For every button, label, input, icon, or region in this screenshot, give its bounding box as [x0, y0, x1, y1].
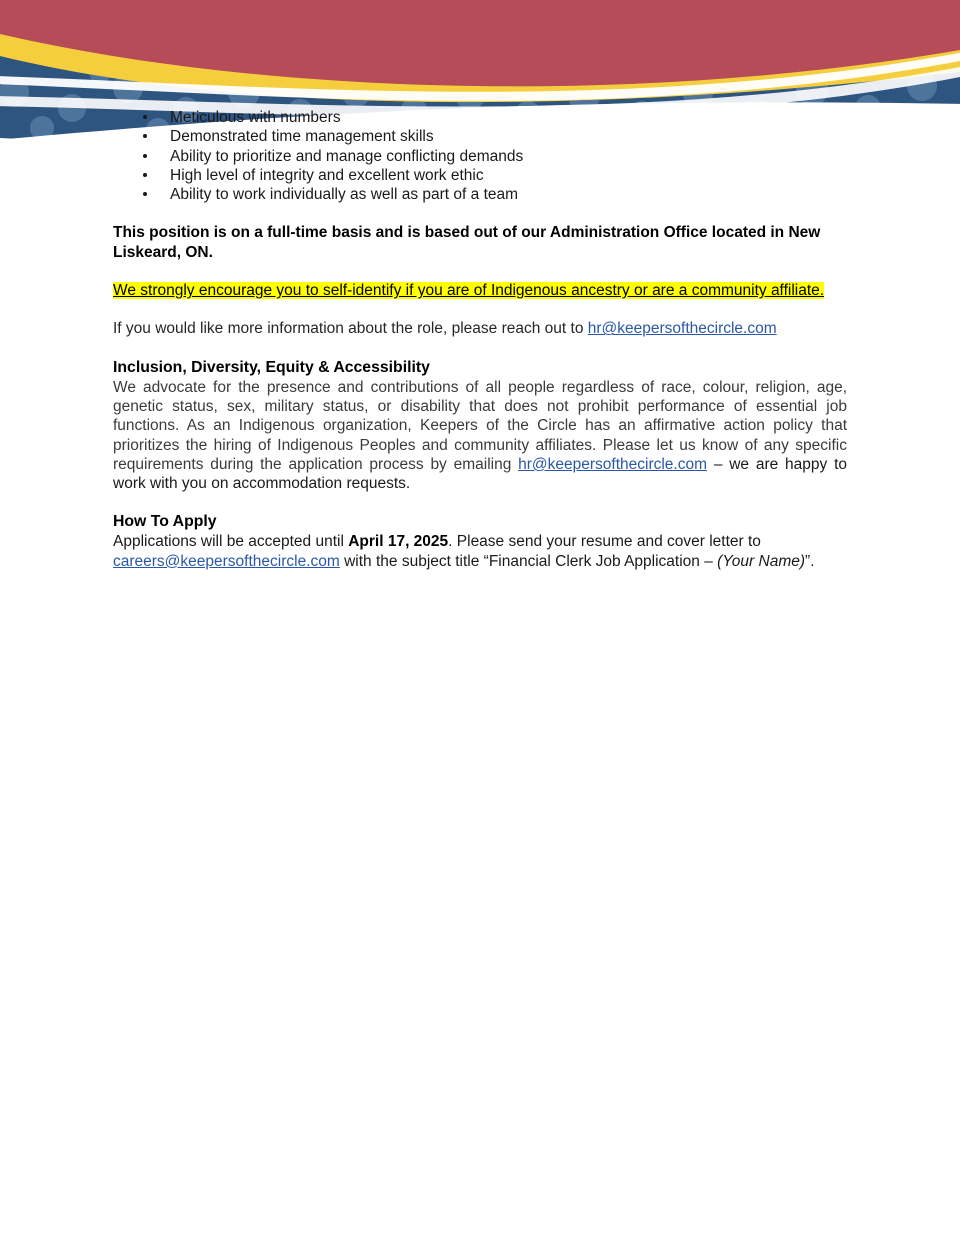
spacer: [113, 493, 847, 512]
inclusion-heading: Inclusion, Diversity, Equity & Accessibility: [113, 358, 430, 376]
spacer: [113, 204, 847, 223]
spacer: [113, 262, 847, 281]
inclusion-paragraph: [113, 378, 847, 494]
careers-email-link[interactable]: careers@keepersofthecircle.com: [113, 552, 340, 570]
self-identify-notice-wrapper: [113, 281, 847, 300]
application-deadline: April 17, 2025: [348, 533, 449, 551]
spacer: [113, 339, 847, 358]
apply-lead: Applications will be accepted until: [113, 533, 349, 551]
bullet-icon: [143, 192, 147, 196]
how-to-apply-paragraph: [113, 532, 847, 571]
apply-subject-placeholder: (Your Name): [717, 552, 806, 570]
bullet-icon: [143, 173, 147, 177]
apply-subject-lead: with the subject title “Financial Clerk Job Application –: [339, 552, 718, 570]
inclusion-body-part1: We advocate for the presence and contributions of all people regardless of race, colour, religion, age, genetic status, sex, military status, or disability that does not prohibit performance of essential job functions. As an Indigenous organization, Keepers of the Circle has an affirmative action policy that prioritizes the hiring of Indigenous Peoples and community affiliates. Please let us know of any specific requirements during the application process by emailing: [113, 378, 847, 473]
hr-email-link-2[interactable]: hr@keepersofthecircle.com: [518, 455, 708, 473]
requirement-text: Demonstrated time management skills: [170, 128, 434, 146]
position-statement: This position is on a full-time basis and is based out of our Administration Office located in New Liskeard, ON.: [113, 224, 821, 261]
bullet-icon: [143, 115, 147, 119]
document-body: [113, 108, 847, 571]
more-info-lead: If you would like more information about the role, please reach out to: [113, 320, 588, 338]
requirements-list: [113, 108, 847, 204]
requirement-text: Ability to work individually as well as part of a team: [170, 186, 519, 204]
list-item: [113, 166, 847, 185]
inclusion-body-part2: – we are happy to work with you on accommodation requests.: [113, 455, 847, 493]
bullet-icon: [143, 154, 147, 158]
more-info-paragraph: [113, 319, 847, 338]
list-item: [113, 185, 847, 204]
list-item: [113, 147, 847, 166]
list-item: [113, 127, 847, 146]
requirement-text: High level of integrity and excellent work ethic: [170, 166, 484, 184]
hr-email-link[interactable]: hr@keepersofthecircle.com: [587, 320, 777, 338]
bullet-icon: [143, 134, 147, 138]
requirement-text: Ability to prioritize and manage conflicting demands: [170, 147, 524, 165]
spacer: [113, 300, 847, 319]
requirement-text: Meticulous with numbers: [170, 109, 341, 126]
apply-subject-tail: ”.: [805, 552, 815, 570]
how-to-apply-heading: How To Apply: [113, 513, 217, 531]
self-identify-notice: We strongly encourage you to self-identify if you are of Indigenous ancestry or are a community affiliate.: [113, 282, 825, 300]
apply-mid: . Please send your resume and cover letter to: [448, 533, 761, 551]
list-item: [113, 108, 847, 127]
